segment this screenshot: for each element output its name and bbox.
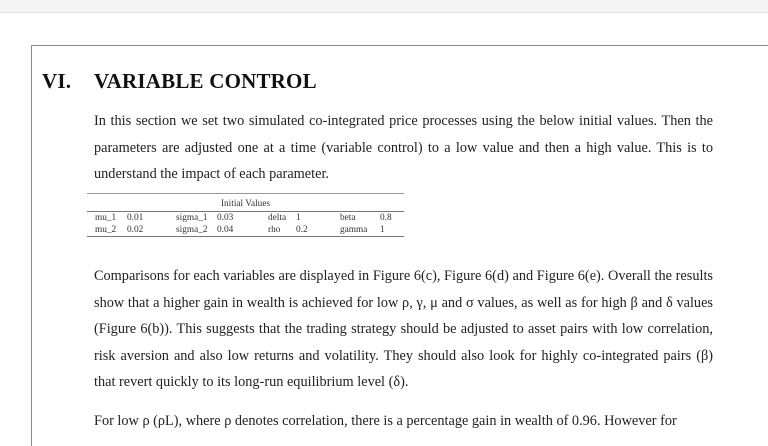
table-caption: Initial Values [220,199,271,209]
param-value: 0.8 [380,213,392,223]
browser-top-bar [0,0,768,13]
param-name: sigma_2 [176,225,208,235]
correlation-paragraph: For low ρ (ρL), where ρ denotes correlation, there is a percentage gain in wealth of 0.96. However for [94,413,677,429]
comparison-paragraph: Comparisons for each variables are displayed in Figure 6(c), Figure 6(d) and Figure 6(e). Overall the results show that a higher gain in wealth is achieved for low ρ, γ, μ and σ values, as well as for high β and δ values (Figure 6(b)). This suggests that the trading strategy should be adjusted to asset pairs with low correlation, risk aversion and also low returns and volatility. They should also look for highly co-integrated pairs (β) that revert quickly to its long-run equilibrium level (δ). [94,268,713,390]
param-name: mu_1 [95,213,117,223]
param-name: rho [268,225,281,235]
document-page [31,45,768,446]
param-value: 1 [296,213,301,223]
param-value: 0.04 [217,225,234,235]
param-value: 0.02 [127,225,144,235]
param-name: gamma [340,225,368,235]
intro-paragraph: In this section we set two simulated co-integrated price processes using the below initial values. Then the parameters are adjusted one at a time (variable control) to a low value and then a high value. This is to understand the impact of each parameter. [94,113,713,182]
param-value: 0.03 [217,213,234,223]
param-name: sigma_1 [176,213,208,223]
section-title: VARIABLE CONTROL [94,69,317,93]
param-name: beta [340,213,356,223]
param-value: 0.2 [296,225,308,235]
param-value: 1 [380,225,385,235]
param-name: delta [268,213,287,223]
param-value: 0.01 [127,213,144,223]
table-row [87,212,404,224]
section-number: VI. [42,69,72,93]
initial-values-table [87,193,404,237]
table-row [87,224,404,237]
param-name: mu_2 [95,225,117,235]
section-heading [42,69,317,94]
